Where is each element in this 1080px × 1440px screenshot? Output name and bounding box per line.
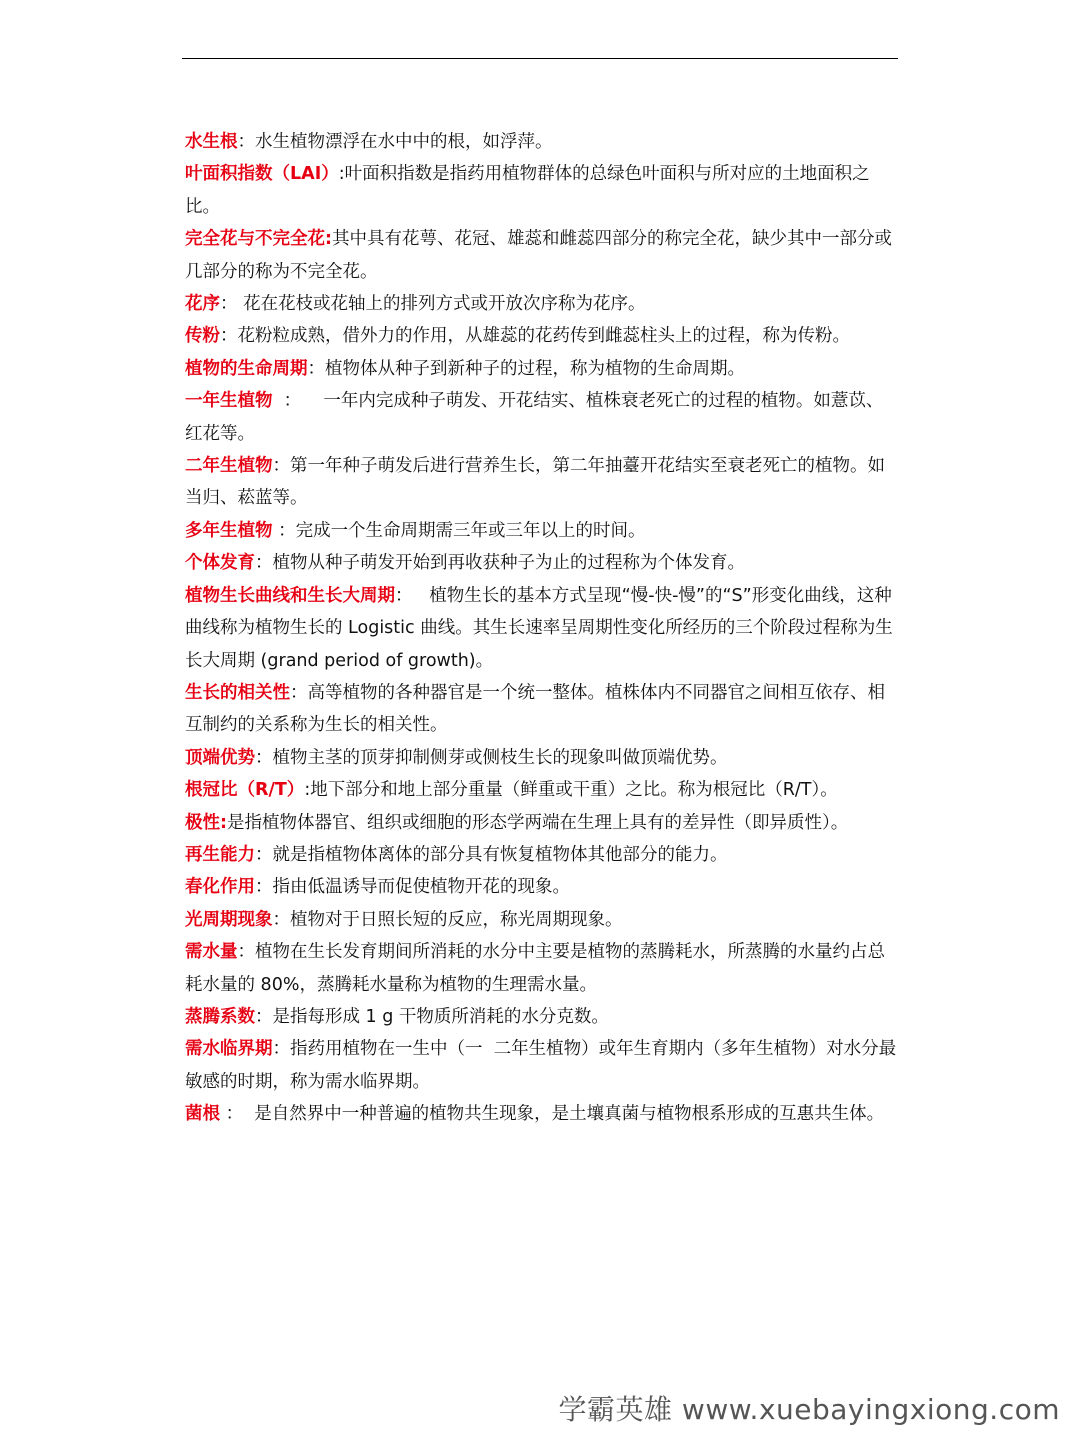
term-definition: ：高等植物的各种器官是一个统一整体。植株体内不同器官之间相互依存、相互制约的关系称为生长的相关性。 [185, 682, 885, 736]
term-label: 菌根 [185, 1104, 220, 1125]
term-definition: ：植物体从种子到新种子的过程，称为植物的生命周期。 [307, 358, 745, 379]
term-label: 叶面积指数（LAI） [185, 164, 339, 185]
entry-inflorescence [185, 288, 900, 320]
term-definition: :叶面积指数是指药用植物群体的总绿色叶面积与所对应的土地面积之比。 [185, 164, 870, 217]
entry-mycorrhiza [185, 1098, 900, 1130]
entry-leaf-area-index [185, 158, 900, 223]
term-definition: 其中具有花萼、花冠、雄蕊和雌蕊四部分的称完全花，缺少其中一部分或几部分的称为不完全花。 [185, 229, 892, 282]
term-definition: ： 是自然界中一种普遍的植物共生现象，是土壤真菌与植物根系形成的互惠共生体。 [220, 1104, 885, 1125]
term-label: 个体发育 [185, 553, 255, 574]
term-label: 蒸腾系数 [185, 1006, 255, 1027]
term-definition: ：指由低温诱导而促使植物开花的现象。 [255, 877, 570, 898]
term-label: 光周期现象 [185, 909, 273, 930]
entry-growth-correlation [185, 677, 900, 742]
entry-life-cycle [185, 353, 900, 385]
term-definition: ：第一年种子萌发后进行营养生长，第二年抽薹开花结实至衰老死亡的植物。如当归、菘蓝等。 [185, 456, 885, 509]
entry-polarity [185, 807, 900, 839]
site-watermark: 学霸英雄 www.xuebayingxiong.com [558, 1393, 1060, 1426]
term-label: 植物生长曲线和生长大周期 [185, 585, 395, 606]
term-label: 一年生植物 [185, 391, 273, 412]
term-definition: ：植物主茎的顶芽抑制侧芽或侧枝生长的现象叫做顶端优势。 [255, 747, 728, 768]
term-definition: ： 植物生长的基本方式呈现“慢-快-慢”的“S”形变化曲线，这种曲线称为植物生长的 Logistic 曲线。其生长速率呈周期性变化所经历的三个阶段过程称为生长大周期 (grand period of growth)。 [185, 585, 893, 671]
entry-ontogeny [185, 547, 900, 579]
entry-photoperiodism [185, 904, 900, 936]
term-label: 二年生植物 [185, 456, 273, 477]
term-label: 需水临界期 [185, 1039, 273, 1060]
header-rule [182, 58, 898, 59]
term-definition: ：完成一个生命周期需三年或三年以上的时间。 [272, 520, 646, 541]
entry-biennial-plant [185, 450, 900, 515]
term-definition: ：植物对于日照长短的反应，称光周期现象。 [272, 909, 623, 930]
entry-regeneration [185, 839, 900, 871]
term-definition: ： 花在花枝或花轴上的排列方式或开放次序称为花序。 [220, 294, 646, 315]
term-label: 极性: [185, 812, 227, 833]
entry-annual-plant [185, 385, 900, 450]
term-definition: ：指药用植物在一生中（一 二年生植物）或年生育期内（多年生植物）对水分最敏感的时期，称为需水临界期。 [185, 1039, 897, 1092]
term-label: 植物的生命周期 [185, 358, 308, 379]
term-label: 根冠比（R/T） [185, 780, 305, 801]
term-label: 需水量 [185, 942, 238, 963]
entry-root-shoot-ratio [185, 774, 900, 806]
entry-water-requirement [185, 936, 900, 1001]
term-label: 多年生植物 [185, 520, 273, 541]
term-label: 传粉 [185, 326, 220, 347]
term-definition: ：植物在生长发育期间所消耗的水分中主要是植物的蒸腾耗水，所蒸腾的水量约占总耗水量的 80%，蒸腾耗水量称为植物的生理需水量。 [185, 942, 885, 995]
term-definition: :地下部分和地上部分重量（鲜重或干重）之比。称为根冠比（R/T）。 [304, 780, 838, 801]
term-definition: ：花粉粒成熟，借外力的作用，从雄蕊的花药传到雌蕊柱头上的过程，称为传粉。 [220, 326, 850, 347]
entry-aquatic-root [185, 126, 900, 158]
entry-transpiration-coefficient [185, 1001, 900, 1033]
entry-apical-dominance [185, 742, 900, 774]
term-label: 完全花与不完全花: [185, 229, 332, 250]
entry-pollination [185, 320, 900, 352]
glossary-list [185, 126, 900, 1131]
entry-growth-curve [185, 580, 900, 677]
term-label: 花序 [185, 294, 220, 315]
term-definition: ： 一年内完成种子萌发、开花结实、植株衰老死亡的过程的植物。如薏苡、红花等。 [185, 391, 884, 444]
term-definition: ：水生植物漂浮在水中中的根，如浮萍。 [237, 132, 553, 152]
term-label: 顶端优势 [185, 747, 255, 768]
entry-complete-flower [185, 223, 900, 288]
entry-critical-water-period [185, 1033, 900, 1098]
entry-perennial-plant [185, 515, 900, 547]
term-label: 水生根 [185, 132, 238, 152]
term-label: 生长的相关性 [185, 682, 290, 703]
term-definition: 是指植物体器官、组织或细胞的形态学两端在生理上具有的差异性（即异质性）。 [227, 812, 849, 833]
term-definition: ：是指每形成 1 g 干物质所消耗的水分克数。 [255, 1006, 609, 1027]
term-label: 再生能力 [185, 844, 255, 865]
term-definition: ：就是指植物体离体的部分具有恢复植物体其他部分的能力。 [255, 844, 728, 865]
entry-vernalization [185, 871, 900, 903]
term-label: 春化作用 [185, 877, 255, 898]
term-definition: ：植物从种子萌发开始到再收获种子为止的过程称为个体发育。 [255, 553, 745, 574]
